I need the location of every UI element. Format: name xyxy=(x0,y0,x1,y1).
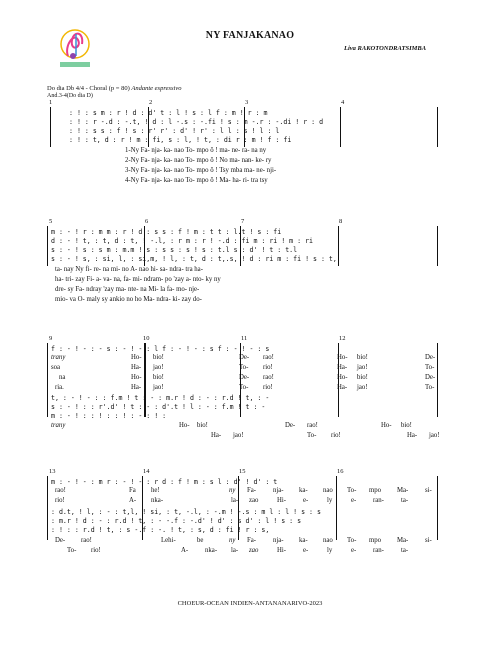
lyric: ria. xyxy=(55,384,64,391)
lyric: Hi- xyxy=(277,497,287,504)
alto-lyrics-block xyxy=(51,354,437,394)
voice-alto: d : - ! t, : t, d : t, ! -.l, : r m : r ! -.d : fi m : ri ! m : ri xyxy=(51,237,314,245)
voice-tenor: s : - ! s : s m : m.m ! s : s s : s ! s : t.l s : d' ! t : t.l xyxy=(51,246,298,254)
lyric: Fa- xyxy=(247,487,257,494)
voice-bass-2: m : - ! : : ! : : ! : - : ! : xyxy=(51,412,167,420)
lyric: De- xyxy=(239,374,250,381)
lyric: ny xyxy=(229,487,236,494)
lyric: ly xyxy=(327,547,333,554)
lyric: jao! xyxy=(153,384,164,391)
lyric: mpo xyxy=(369,537,382,544)
lyric: be xyxy=(197,537,204,544)
lyric: Ha- xyxy=(131,384,142,391)
tempo-prefix: Do dia Db 4/4 - Choral (p = 80) xyxy=(47,85,130,92)
lyric: nka- xyxy=(205,547,218,554)
lyrics-verse-3: 3-Ny Fa- nja- ka- nao To- mpo ô ! Tsy mba ma- ne- nji- xyxy=(125,167,277,174)
lyric: rio! xyxy=(91,547,101,554)
lyric: la- xyxy=(231,547,239,554)
voice-soprano: m : - ! r : m m : r ! d : s s : f ! m : t t : l.t ! s : fi xyxy=(51,228,282,236)
lyric: jao! xyxy=(429,432,440,439)
tempo-marking xyxy=(47,85,182,92)
lyric: De- xyxy=(285,422,296,429)
measure-number: 4 xyxy=(341,99,345,106)
lyric: soa xyxy=(51,364,61,371)
lyric: ran- xyxy=(373,547,384,554)
lyrics-verse-4: mio- va O- maly sy ankio no ho Ma- ndra- ki- zay do- xyxy=(55,296,202,303)
key-change-note: And.3-4(Do dia D) xyxy=(47,93,93,99)
barline xyxy=(47,226,48,266)
measure-number: 3 xyxy=(245,99,249,106)
lyric: Lehi- xyxy=(161,537,176,544)
lyric: Hi- xyxy=(277,547,287,554)
lyric: rao! xyxy=(307,422,318,429)
lyric: De- xyxy=(425,374,436,381)
lyric: Ma- xyxy=(397,487,409,494)
lyric: To- xyxy=(67,547,77,554)
lyric: To- xyxy=(425,384,435,391)
lyric: he! xyxy=(151,487,160,494)
lyric: e- xyxy=(303,547,309,554)
lyric: na xyxy=(59,374,66,381)
measure-number: 6 xyxy=(145,218,149,225)
lyric: ta- xyxy=(401,547,409,554)
voice-bass: s : - ! s, : si, l, : si,m, ! l, : t, d : t,.s, ! d : ri m : fi ! s : t, xyxy=(51,255,337,263)
barline xyxy=(47,476,48,540)
lyric: e- xyxy=(351,497,357,504)
footer-credit: CHOEUR-OCEAN INDIEN-ANTANANARIVO-2023 xyxy=(177,600,323,607)
voice-alto: : ! : r -.d : -.t, ! d : l -.s : -.fi ! s : m -.r : -.di ! r : d xyxy=(69,118,324,126)
lyric: jao! xyxy=(153,364,164,371)
lyrics-verse-1: ta- nay Ny fi- re- na mi- no A- nao hi- sa- ndra- tra ha- xyxy=(55,266,203,273)
lyrics-verse-2: ha- tri- zay Fi- a- va- na, fa- mi- ndram- po 'zay a- nto- ky ny xyxy=(55,276,221,283)
voice-bass: : ! : : r.d ! t, : s -.f : -. ! t, : s, d : fi ! r : s, xyxy=(51,526,270,534)
lyric: rio! xyxy=(263,364,273,371)
lyric: bio! xyxy=(357,374,368,381)
lyric: la- xyxy=(231,497,239,504)
lyric: jao! xyxy=(357,384,368,391)
lyric: bio! xyxy=(153,374,164,381)
song-title: NY FANJAKANAO xyxy=(205,30,295,41)
lyric: bio! xyxy=(197,422,208,429)
voice-tenor: : m.r ! d : - : r.d ! t, : - -.f : -.d' ! d' : s d' : l ! s : s xyxy=(51,517,302,525)
measure-number: 12 xyxy=(339,335,346,342)
measure-number: 8 xyxy=(339,218,343,225)
measure-number: 1 xyxy=(49,99,53,106)
measure-number: 11 xyxy=(241,335,248,342)
lyric: nja- xyxy=(273,537,284,544)
lyric: jao! xyxy=(233,432,244,439)
measure-number: 15 xyxy=(239,468,246,475)
measure-number: 5 xyxy=(49,218,53,225)
lyric: rao! xyxy=(263,354,274,361)
lyric: e- xyxy=(351,547,357,554)
lyric: rio! xyxy=(55,497,65,504)
lyric: rio! xyxy=(263,384,273,391)
lyric: rao! xyxy=(263,374,274,381)
lyric: A- xyxy=(181,547,189,554)
voice-soprano: f : - ! - : - s : - ! - : l f : - ! - : s f : - ! - : s xyxy=(51,345,270,353)
lyric: Fa xyxy=(129,487,136,494)
lyric: ran- xyxy=(373,497,384,504)
lyric: nao xyxy=(323,487,333,494)
system-3 xyxy=(47,335,439,450)
lyric: si- xyxy=(425,537,432,544)
system-4 xyxy=(47,468,439,588)
lyric: Ho- xyxy=(381,422,392,429)
lyric: Ha- xyxy=(211,432,222,439)
voice-soprano: : ! : s m : r ! d : d' t : l ! s : l f : m ! r : m xyxy=(69,109,268,117)
lyric: ka- xyxy=(299,487,308,494)
measure-number: 14 xyxy=(143,468,150,475)
lyric: nka- xyxy=(151,497,164,504)
lyric: jao! xyxy=(357,364,368,371)
measure-number: 2 xyxy=(149,99,153,106)
lyric: e- xyxy=(303,497,309,504)
lyric: To- xyxy=(425,364,435,371)
lyric: Ha- xyxy=(131,364,142,371)
lyric: To- xyxy=(347,537,357,544)
lyric: mpo xyxy=(369,487,382,494)
lyrics-verse-4: 4-Ny Fa- nja- ka- nao To- mpo ô ! Ma- ha- ri- tra tsy xyxy=(125,177,268,184)
system-2 xyxy=(47,218,439,310)
lyric: Ho- xyxy=(131,354,142,361)
alto-lyrics-block xyxy=(51,487,437,507)
lyric: bio! xyxy=(153,354,164,361)
lyric: trany xyxy=(51,422,66,429)
tempo-expression: Andante espressivo xyxy=(131,85,182,92)
voice-bass: : ! : t, d : r ! m : fi, s : l, ! t, : di r : m ! f : fi xyxy=(69,136,292,144)
measure-number: 7 xyxy=(241,218,245,225)
lyric: trany xyxy=(51,354,66,361)
lyrics-verse-3: dre- sy Fa- ndray 'zay ma- nte- na Mi- la fa- mo- nje- xyxy=(55,286,200,293)
lyric: Ha- xyxy=(337,384,348,391)
voice-alto: : d.t, ! l, : - : t,l, ! si, : t, -.l, : -.m ! -.s : m l : l ! s : s xyxy=(51,508,321,516)
lyric: nja- xyxy=(273,487,284,494)
lyric: rao! xyxy=(55,487,66,494)
lyric: Ha- xyxy=(337,364,348,371)
barline xyxy=(50,107,51,147)
composer-name: Liva RAKOTONDRATSIMBA xyxy=(344,45,427,52)
lyric: To- xyxy=(239,384,249,391)
voice-tenor: t, : - ! - : : f.m ! t : - : m.r ! d : - : r.d ! t, : - xyxy=(51,394,270,402)
lyric: ta- xyxy=(401,497,409,504)
lyric: Fa- xyxy=(247,537,257,544)
lyric: rio! xyxy=(331,432,341,439)
lyric: ly xyxy=(327,497,333,504)
voice-tenor: : ! : s s : f ! s : r' r' : d' ! r' : l l : s ! l : l xyxy=(69,127,280,135)
lyric: Ho- xyxy=(337,374,348,381)
barline xyxy=(47,343,48,417)
lyric: Ho- xyxy=(179,422,190,429)
lyrics-verse-2: 2-Ny Fa- nja- ka- nao To- mpo ô ! No ma- nan- ke- ry xyxy=(125,157,272,164)
lyric: Ma- xyxy=(397,537,409,544)
measure-number: 10 xyxy=(143,335,150,342)
lyric: zao xyxy=(249,497,259,504)
lyric: nao xyxy=(323,537,333,544)
lyric: To- xyxy=(239,364,249,371)
lyric: ka- xyxy=(299,537,308,544)
lyric: Ho- xyxy=(337,354,348,361)
voice-soprano: m : - ! - : m r : - ! - : r d : f ! m : s l : d' ! d' : t xyxy=(51,478,278,486)
lyric: bio! xyxy=(401,422,412,429)
lyric: To- xyxy=(347,487,357,494)
lyric: To- xyxy=(307,432,317,439)
lyric: ny xyxy=(229,537,236,544)
system-1 xyxy=(47,99,439,191)
lyric: De- xyxy=(55,537,66,544)
bass-lyrics-block xyxy=(51,422,440,444)
lyric: A- xyxy=(129,497,137,504)
voice-bass: s : - ! : : r'.d' ! t : - : d'.t ! l : - : f.m ! t : - xyxy=(51,403,266,411)
lyric: si- xyxy=(425,487,432,494)
lyric: bio! xyxy=(357,354,368,361)
bass-lyrics-block xyxy=(51,537,437,559)
lyric: Ho- xyxy=(131,374,142,381)
lyric: rao! xyxy=(81,537,92,544)
lyric: Ha- xyxy=(407,432,418,439)
measure-number: 16 xyxy=(337,468,344,475)
measure-number: 9 xyxy=(49,335,53,342)
measure-number: 13 xyxy=(49,468,56,475)
lyric: zao xyxy=(249,547,259,554)
lyric: De- xyxy=(425,354,436,361)
lyric: De- xyxy=(239,354,250,361)
lyrics-verse-1: 1-Ny Fa- nja- ka- nao To- mpo ô ! ma- ne- ra- na ny xyxy=(125,147,267,154)
